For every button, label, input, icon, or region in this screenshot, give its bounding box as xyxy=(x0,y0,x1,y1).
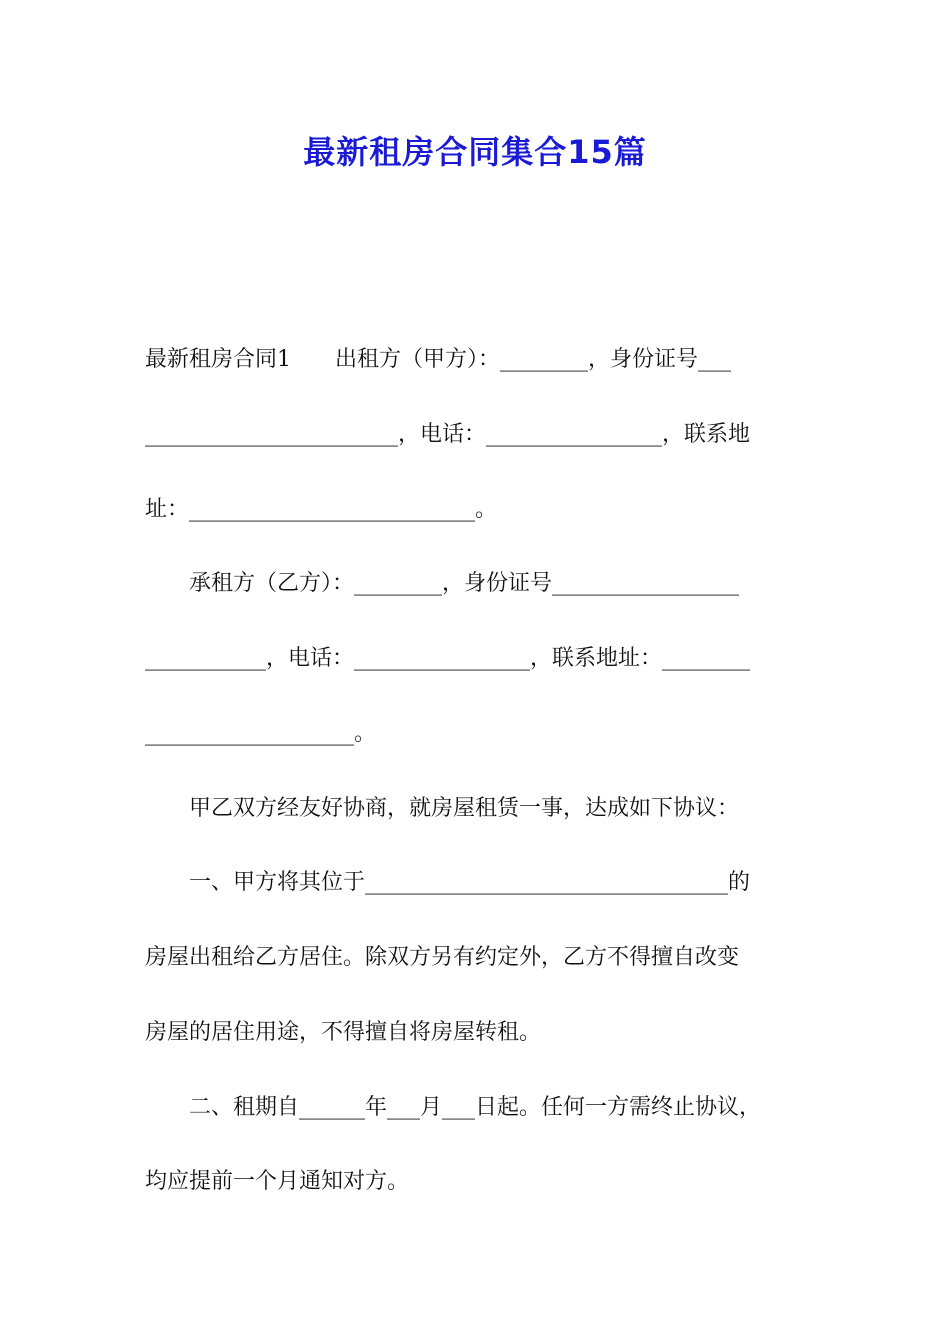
paragraph-line: 最新租房合同1 出租方（甲方）：________，身份证号___ xyxy=(145,347,731,372)
paragraph-line: 二、租期自______年___月___日起。任何一方需终止协议， xyxy=(145,1095,762,1120)
paragraph-line: 承租方（乙方）：________，身份证号_________________ xyxy=(145,571,740,596)
paragraph-line: ___________，电话：________________，联系地址：________ xyxy=(145,646,751,671)
paragraph-line: 甲乙双方经友好协商，就房屋租赁一事，达成如下协议： xyxy=(145,796,740,821)
paragraph-line: _______________________，电话：________________，联系地 xyxy=(145,422,751,447)
document-title: 最新租房合同集合15篇 xyxy=(303,133,647,171)
paragraph-line: 房屋出租给乙方居住。除双方另有约定外，乙方不得擅自改变 xyxy=(145,945,740,970)
paragraph-line: 址：__________________________。 xyxy=(145,497,498,522)
paragraph-line: 均应提前一个月通知对方。 xyxy=(145,1169,410,1194)
paragraph-line: 房屋的居住用途，不得擅自将房屋转租。 xyxy=(145,1020,542,1045)
paragraph-line: ___________________。 xyxy=(145,721,377,746)
paragraph-line: 一、甲方将其位于_________________________________的 xyxy=(145,870,751,895)
